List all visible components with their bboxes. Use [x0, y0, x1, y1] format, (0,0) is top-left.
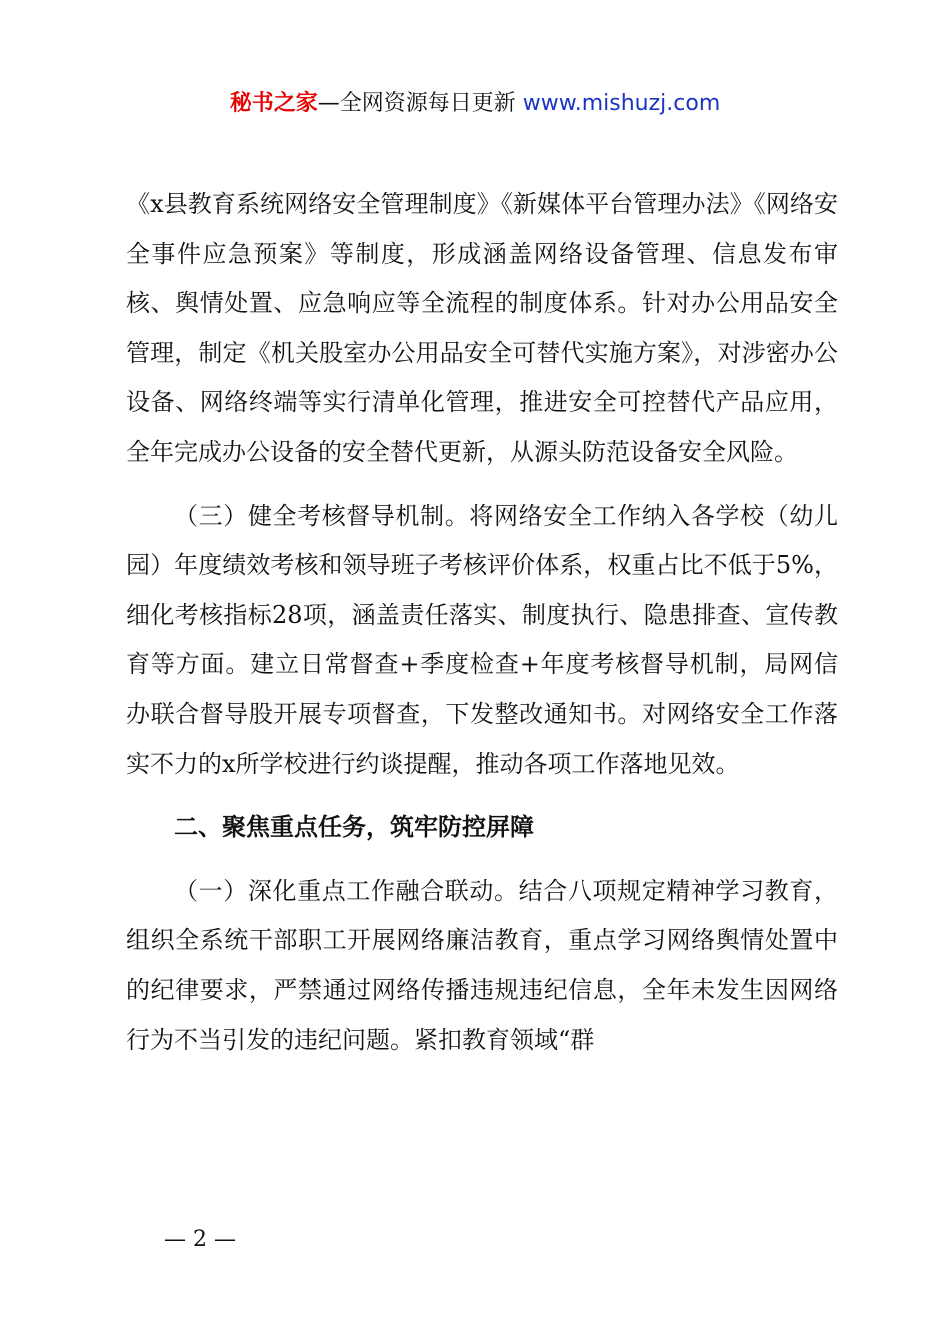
section-heading: 二、聚焦重点任务，筑牢防控屏障	[174, 813, 534, 842]
page-number: — 2 —	[164, 1227, 236, 1252]
banner-slogan: —全网资源每日更新	[317, 91, 523, 116]
site-url-link[interactable]: www.mishuzj.com	[522, 91, 721, 116]
brand-name: 秘书之家	[229, 91, 318, 116]
paragraph-assessment: （三）健全考核督导机制。将网络安全工作纳入各学校（幼儿园）年度绩效考核和领导班子考核评价体系，权重占比不低于5%，细化考核指标28项，涵盖责任落实、制度执行、隐患排查、宣传教育等方面。建立日常督查+季度检查+年度考核督导机制，局网信办联合督导股开展专项督查，下发整改通知书。对网络安全工作落实不力的x所学校进行约谈提醒，推动各项工作落地见效。	[126, 501, 838, 778]
paragraph-integration: （一）深化重点工作融合联动。结合八项规定精神学习教育，组织全系统干部职工开展网络廉洁教育，重点学习网络舆情处置中的纪律要求，严禁通过网络传播违规违纪信息，全年未发生因网络行为不当引发的违纪问题。紧扣教育领域“群	[126, 876, 838, 1054]
site-banner	[0, 86, 950, 122]
paragraph-continued: 《x县教育系统网络安全管理制度》《新媒体平台管理办法》《网络安全事件应急预案》等制度，形成涵盖网络设备管理、信息发布审核、舆情处置、应急响应等全流程的制度体系。针对办公用品安全管理，制定《机关股室办公用品安全可替代实施方案》，对涉密办公设备、网络终端等实行清单化管理，推进安全可控替代产品应用，全年完成办公设备的安全替代更新，从源头防范设备安全风险。	[126, 190, 838, 466]
document-body	[126, 180, 838, 1065]
